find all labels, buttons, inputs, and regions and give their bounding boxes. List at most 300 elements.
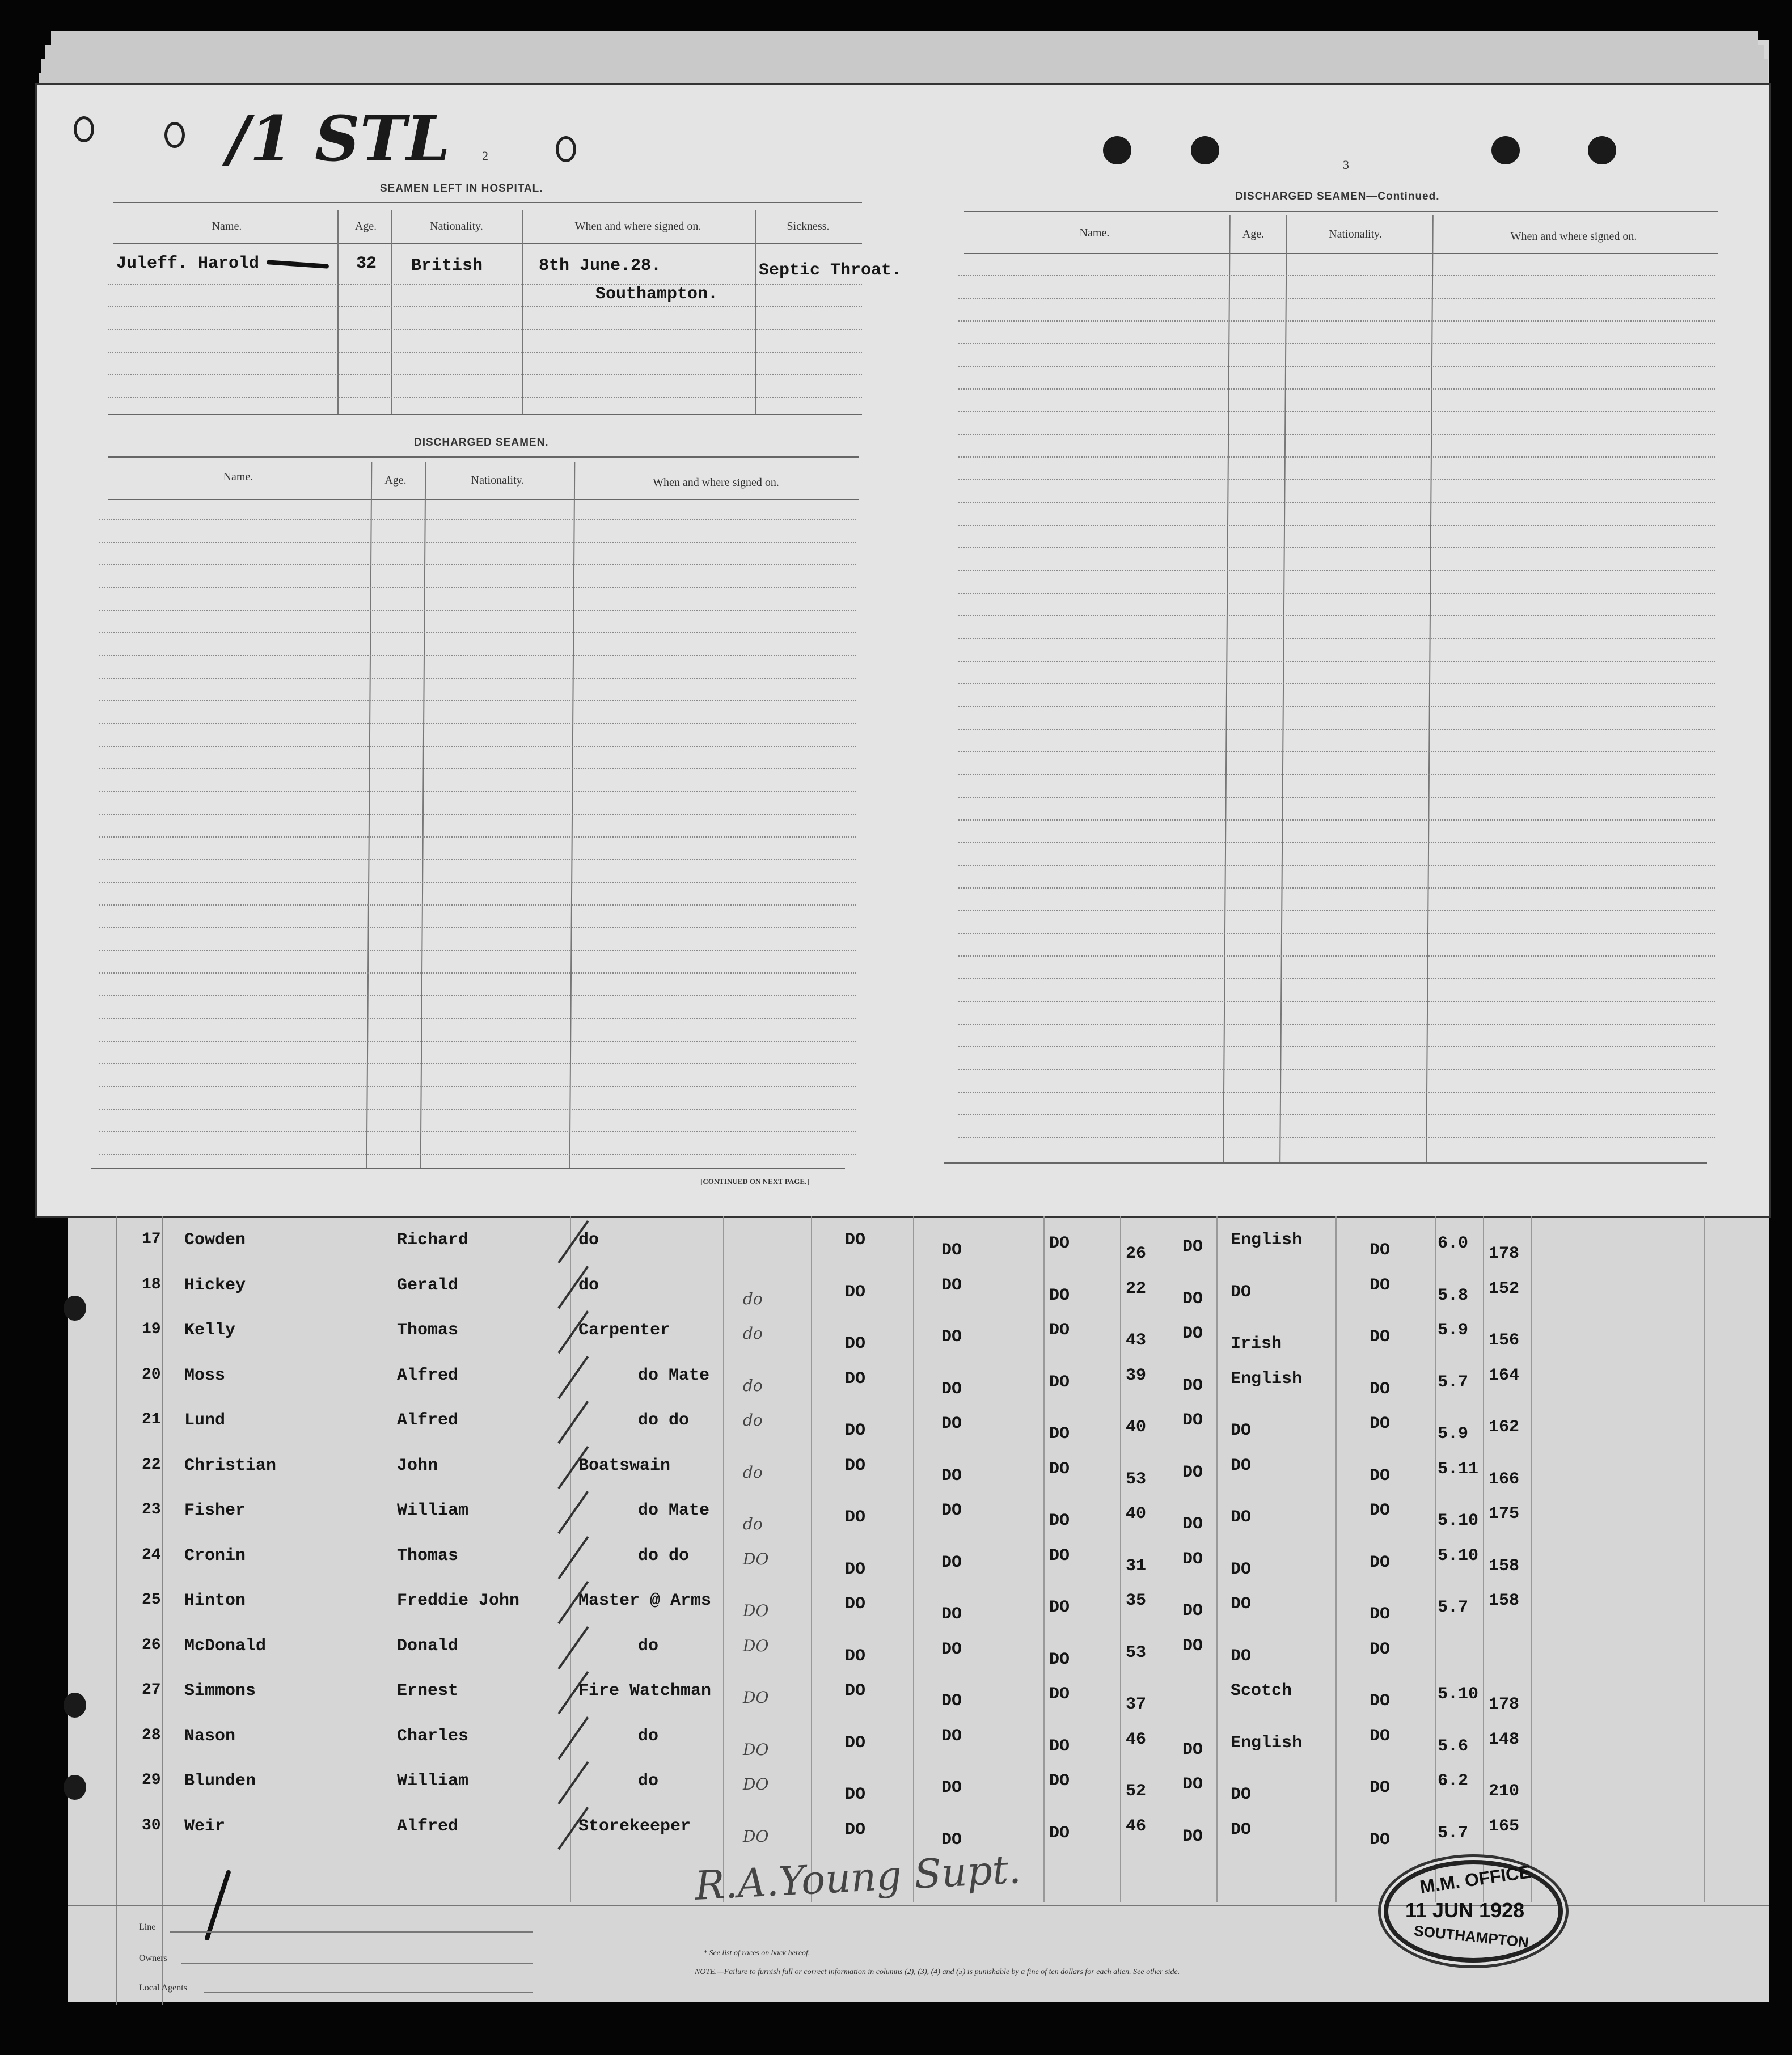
crew-weight: 148 [1489,1730,1520,1749]
discharged-header-name: Name. [223,471,253,483]
row-rule [99,791,856,792]
crew-col-e: DO [1182,1462,1203,1482]
crew-weight: 178 [1489,1244,1520,1263]
crew-col-c: DO [941,1692,962,1711]
rule [944,1162,1707,1164]
row-rule [958,411,1715,412]
crew-rating: do do [638,1411,690,1430]
rule [113,202,862,203]
crew-height: 5.7 [1438,1823,1469,1843]
hospital-name: Juleff. Harold [116,254,260,273]
row-rule [108,329,862,330]
row-rule [99,700,856,701]
row-rule [108,374,862,375]
rule [108,499,859,500]
row-rule [99,723,856,724]
rule [113,243,862,244]
column-rule [337,210,339,414]
crew-col-c: DO [941,1778,962,1798]
continued-header-age: Age. [1242,228,1265,240]
crew-age: 31 [1126,1556,1147,1576]
crew-nationality: DO [1231,1646,1252,1666]
crew-col-e: DO [1182,1549,1203,1569]
crew-nationality: DO [1231,1595,1252,1614]
crew-surname: Hickey [184,1275,246,1295]
crew-height: 6.0 [1438,1234,1469,1253]
crew-given-name: Alfred [397,1411,459,1430]
row-rule [99,972,856,974]
footer-owners-label: Owners [139,1953,167,1963]
crew-col-b: DO [845,1282,866,1302]
crew-rating: do [578,1275,599,1295]
crew-age: 39 [1126,1365,1147,1385]
row-rule [958,275,1715,276]
hospital-header-age: Age. [354,220,377,232]
crew-surname: Cronin [184,1546,246,1566]
crew-surname: Lund [184,1411,226,1430]
row-rule [958,298,1715,299]
crew-col-c: DO [941,1379,962,1399]
crew-given-name: Alfred [397,1816,459,1836]
punch-hole [64,1775,86,1800]
row-rule [958,1069,1715,1070]
crew-col-d: DO [1049,1459,1070,1479]
crew-weight: 156 [1489,1331,1520,1350]
row-rule [958,593,1715,594]
row-rule [958,842,1715,843]
rule [181,1963,533,1964]
discharged-continued-title: DISCHARGED SEAMEN—Continued. [1235,191,1440,202]
crew-col-c: DO [941,1501,962,1520]
crew-col-b: DO [845,1820,866,1840]
crew-rating: do [638,1726,659,1746]
crew-surname: Nason [184,1726,236,1746]
crew-col-b: DO [845,1785,866,1804]
crew-col-b: DO [845,1334,866,1354]
row-rule [958,525,1715,526]
crew-given-name: Charles [397,1726,469,1746]
crew-age: 46 [1126,1730,1147,1749]
footer-note-races: * See list of races on back hereof. [703,1949,810,1957]
crew-col-c: DO [941,1605,962,1624]
crew-weight: 178 [1489,1695,1520,1714]
row-rule [958,1114,1715,1115]
crew-col-e: DO [1182,1636,1203,1656]
crew-nationality: DO [1231,1785,1252,1804]
crew-surname: Moss [184,1365,226,1385]
crew-surname: Cowden [184,1231,246,1250]
crew-col-c: DO [941,1241,962,1260]
continued-header-name: Name. [1079,227,1110,239]
row-number: 27 [142,1681,161,1699]
crew-col-b: DO [845,1559,866,1579]
crew-nationality: DO [1231,1282,1252,1302]
crew-rating: Fire Watchman [578,1681,712,1701]
crew-col-f: DO [1370,1553,1391,1572]
crew-given-name: Thomas [397,1321,459,1340]
punch-hole [64,1693,86,1718]
crew-col-d: DO [1049,1598,1070,1617]
row-rule [99,904,856,906]
row-number: 28 [142,1726,161,1744]
crew-age: 40 [1126,1418,1147,1437]
crew-nationality: English [1231,1733,1303,1753]
page-number-left: 2 [482,149,488,163]
crew-col-d: DO [1049,1546,1070,1566]
punch-hole [1191,136,1219,164]
crew-height: 5.7 [1438,1598,1469,1617]
crew-height: 5.6 [1438,1736,1469,1756]
crew-nationality: DO [1231,1820,1252,1840]
crew-nationality: English [1231,1231,1303,1250]
crew-nationality: DO [1231,1508,1252,1527]
crew-given-name: Ernest [397,1681,459,1701]
crew-given-name: John [397,1456,438,1475]
crew-col-a: do [743,1411,763,1430]
footer-agents-label: Local Agents [139,1983,187,1993]
crew-col-e: DO [1182,1376,1203,1396]
crew-rating: Storekeeper [578,1816,691,1836]
crew-given-name: Thomas [397,1546,459,1566]
crew-col-d: DO [1049,1321,1070,1340]
crew-col-d: DO [1049,1736,1070,1756]
hospital-nationality: British [411,256,483,276]
row-rule [958,797,1715,798]
crew-rating: Carpenter [578,1321,671,1340]
crew-col-f: DO [1370,1605,1391,1624]
row-rule [958,547,1715,548]
crew-nationality: DO [1231,1456,1252,1475]
row-rule [958,1046,1715,1047]
row-number: 24 [142,1546,161,1564]
row-rule [958,570,1715,571]
row-rule [108,397,862,398]
row-rule [958,955,1715,957]
crew-col-e: DO [1182,1289,1203,1309]
crew-col-f: DO [1370,1778,1391,1798]
row-number: 21 [142,1411,161,1428]
crew-weight: 166 [1489,1469,1520,1489]
crew-surname: Hinton [184,1591,246,1610]
crew-age: 26 [1126,1244,1147,1263]
crew-col-b: DO [845,1508,866,1527]
crew-col-f: DO [1370,1639,1391,1659]
row-rule [958,456,1715,458]
row-number: 25 [142,1591,161,1609]
crew-nationality: Scotch [1231,1681,1292,1701]
crew-height: 5.8 [1438,1286,1469,1305]
manifest-column-rule [1435,1216,1436,1902]
crew-col-e: DO [1182,1775,1203,1794]
discharged-header-nationality: Nationality. [471,474,525,487]
row-rule [958,320,1715,322]
crew-col-d: DO [1049,1372,1070,1392]
crew-surname: Weir [184,1816,226,1836]
row-rule [99,610,856,611]
crew-age: 53 [1126,1643,1147,1663]
row-number: 29 [142,1771,161,1789]
row-rule [958,661,1715,662]
row-rule [958,1092,1715,1093]
crew-col-b: DO [845,1456,866,1475]
crew-col-b: DO [845,1369,866,1389]
crew-col-f: DO [1370,1379,1391,1399]
crew-age: 40 [1126,1504,1147,1524]
continued-note: [CONTINUED ON NEXT PAGE.] [700,1177,809,1186]
row-rule [958,366,1715,367]
row-rule [99,746,856,747]
handwritten-reference: /1 STL [227,102,450,175]
crew-nationality: DO [1231,1559,1252,1579]
crew-col-a: DO [743,1549,769,1568]
crew-col-a: do [743,1324,763,1343]
crew-surname: Blunden [184,1771,256,1791]
column-rule [522,210,523,414]
crew-nationality: English [1231,1369,1303,1389]
crew-col-c: DO [941,1553,962,1572]
crew-given-name: Gerald [397,1275,459,1295]
row-rule [99,814,856,815]
crew-given-name: Richard [397,1231,469,1250]
row-rule [958,774,1715,775]
paper-edge [51,31,1758,46]
punch-hole [556,136,576,162]
punch-hole [1588,136,1616,164]
crew-age: 52 [1126,1782,1147,1801]
row-number: 26 [142,1636,161,1654]
row-rule [958,615,1715,616]
row-rule [99,678,856,679]
crew-col-a: DO [743,1740,769,1759]
crew-height: 6.2 [1438,1771,1469,1791]
crew-rating: Boatswain [578,1456,671,1475]
row-rule [108,284,862,285]
crew-col-f: DO [1370,1692,1391,1711]
crew-weight: 162 [1489,1418,1520,1437]
stamp-line1: M.M. OFFICE [1418,1861,1532,1897]
crew-rating: do [638,1636,659,1656]
crew-col-e: DO [1182,1237,1203,1257]
crew-nationality: DO [1231,1421,1252,1440]
footer-line-label: Line [139,1922,156,1932]
manifest-column-rule [723,1216,724,1902]
crew-nationality: Irish [1231,1334,1282,1354]
page-number-right: 3 [1343,158,1349,172]
footer-note-fine: NOTE.—Failure to furnish full or correct information in columns (2), (3), (4) and (5) is punishable by a fine of ten dollars for each alien. See other side. [695,1968,1180,1976]
inspector-signature: R.A.Young Supt. [694,1845,1022,1910]
crew-col-c: DO [941,1275,962,1295]
rule [91,1168,845,1169]
row-number: 30 [142,1816,161,1834]
rule [964,211,1718,212]
punch-hole [1491,136,1520,164]
row-rule [99,950,856,951]
row-number: 23 [142,1501,161,1519]
crew-col-e: DO [1182,1324,1203,1343]
row-rule [99,632,856,633]
row-rule [99,1041,856,1042]
paper-edge [41,59,1768,74]
hospital-header-name: Name. [212,220,242,232]
crew-age: 35 [1126,1591,1147,1610]
hospital-sickness: Septic Throat. [759,261,902,280]
crew-col-c: DO [941,1414,962,1434]
crew-col-b: DO [845,1421,866,1440]
manifest-column-rule [1531,1216,1532,1902]
crew-col-a: do [743,1462,763,1482]
crew-weight: 158 [1489,1591,1520,1610]
crew-weight: 165 [1489,1816,1520,1836]
manifest-column-rule [1483,1216,1484,1902]
row-rule [99,1018,856,1019]
continued-header-nationality: Nationality. [1329,228,1382,240]
crew-age: 37 [1126,1695,1147,1714]
mm-office-stamp [1384,1860,1563,1963]
row-rule [958,343,1715,344]
crew-given-name: Donald [397,1636,459,1656]
crew-col-a: DO [743,1636,769,1655]
rule [964,253,1718,254]
crew-col-b: DO [845,1646,866,1666]
crew-col-b: DO [845,1595,866,1614]
crew-rating: do do [638,1546,690,1566]
crew-surname: Simmons [184,1681,256,1701]
crew-weight: 152 [1489,1279,1520,1299]
crew-col-a: DO [743,1688,769,1707]
row-rule [958,638,1715,639]
crew-col-a: do [743,1289,763,1308]
row-rule [99,836,856,838]
crew-col-d: DO [1049,1234,1070,1253]
crew-col-c: DO [941,1466,962,1486]
crew-col-e: DO [1182,1515,1203,1534]
row-rule [958,978,1715,979]
manifest-column-rule [1216,1216,1218,1902]
row-rule [99,519,856,520]
crew-col-f: DO [1370,1466,1391,1486]
crew-weight: 158 [1489,1556,1520,1576]
row-rule [99,1154,856,1155]
crew-col-f: DO [1370,1414,1391,1434]
crew-weight: 164 [1489,1365,1520,1385]
paper-edge [45,45,1764,60]
row-rule [99,1063,856,1064]
hospital-header-nationality: Nationality. [430,220,483,232]
manifest-column-rule [1704,1216,1705,1902]
crew-col-d: DO [1049,1286,1070,1305]
crew-given-name: Freddie John [397,1591,520,1610]
crew-rating: do Mate [638,1501,710,1520]
crew-height: 5.11 [1438,1459,1479,1479]
row-rule [99,927,856,928]
row-rule [99,1131,856,1132]
crew-col-f: DO [1370,1501,1391,1520]
row-rule [99,995,856,996]
crew-col-d: DO [1049,1511,1070,1530]
row-rule [99,1086,856,1087]
manifest-column-rule [811,1216,812,1902]
row-rule [99,587,856,588]
crew-rating: do Mate [638,1365,710,1385]
crew-given-name: William [397,1771,469,1791]
crew-col-d: DO [1049,1650,1070,1669]
crew-col-e: DO [1182,1411,1203,1430]
crew-surname: McDonald [184,1636,267,1656]
crew-surname: Fisher [184,1501,246,1520]
rule [108,414,862,415]
rule [108,456,859,458]
row-rule [958,751,1715,752]
row-number: 19 [142,1321,161,1338]
crew-given-name: Alfred [397,1365,459,1385]
crew-col-d: DO [1049,1424,1070,1444]
crew-col-a: do [743,1376,763,1395]
crew-col-b: DO [845,1681,866,1701]
row-rule [958,910,1715,911]
row-rule [99,564,856,565]
crew-height: 5.10 [1438,1511,1479,1530]
crew-weight: 210 [1489,1782,1520,1801]
row-rule [99,859,856,860]
row-rule [958,1024,1715,1025]
stamp-line3: SOUTHAMPTON [1413,1922,1530,1951]
crew-col-c: DO [941,1830,962,1850]
crew-col-a: DO [743,1826,769,1846]
crew-height: 5.9 [1438,1321,1469,1340]
row-number: 18 [142,1275,161,1293]
crew-surname: Christian [184,1456,277,1475]
row-rule [958,479,1715,480]
row-rule [99,882,856,883]
column-rule [755,210,756,414]
row-rule [958,1001,1715,1002]
crew-surname: Kelly [184,1321,236,1340]
hospital-header-signed: When and where signed on. [574,220,701,232]
crew-height: 5.9 [1438,1424,1469,1444]
row-rule [958,683,1715,684]
hospital-age: 32 [356,254,377,273]
crew-col-e: DO [1182,1601,1203,1621]
row-number: 22 [142,1456,161,1474]
crew-col-f: DO [1370,1726,1391,1746]
crew-weight: 175 [1489,1504,1520,1524]
crew-col-f: DO [1370,1327,1391,1347]
discharged-header-age: Age. [384,474,407,487]
punch-hole [164,122,185,148]
crew-height: 5.10 [1438,1546,1479,1566]
row-rule [958,729,1715,730]
crew-col-a: DO [743,1775,769,1794]
row-rule [958,434,1715,435]
crew-rating: do [638,1771,659,1791]
row-rule [99,542,856,543]
crew-col-a: do [743,1515,763,1533]
punch-hole [1103,136,1131,164]
row-rule [99,1109,856,1110]
crew-height: 5.10 [1438,1685,1479,1704]
crew-col-f: DO [1370,1241,1391,1260]
row-rule [958,819,1715,821]
crew-age: 46 [1126,1816,1147,1836]
crew-col-d: DO [1049,1823,1070,1843]
row-number: 20 [142,1365,161,1384]
crew-col-f: DO [1370,1275,1391,1295]
column-rule [391,210,392,414]
row-rule [958,502,1715,503]
rule [204,1992,533,1993]
crew-col-b: DO [845,1733,866,1753]
row-rule [958,388,1715,390]
